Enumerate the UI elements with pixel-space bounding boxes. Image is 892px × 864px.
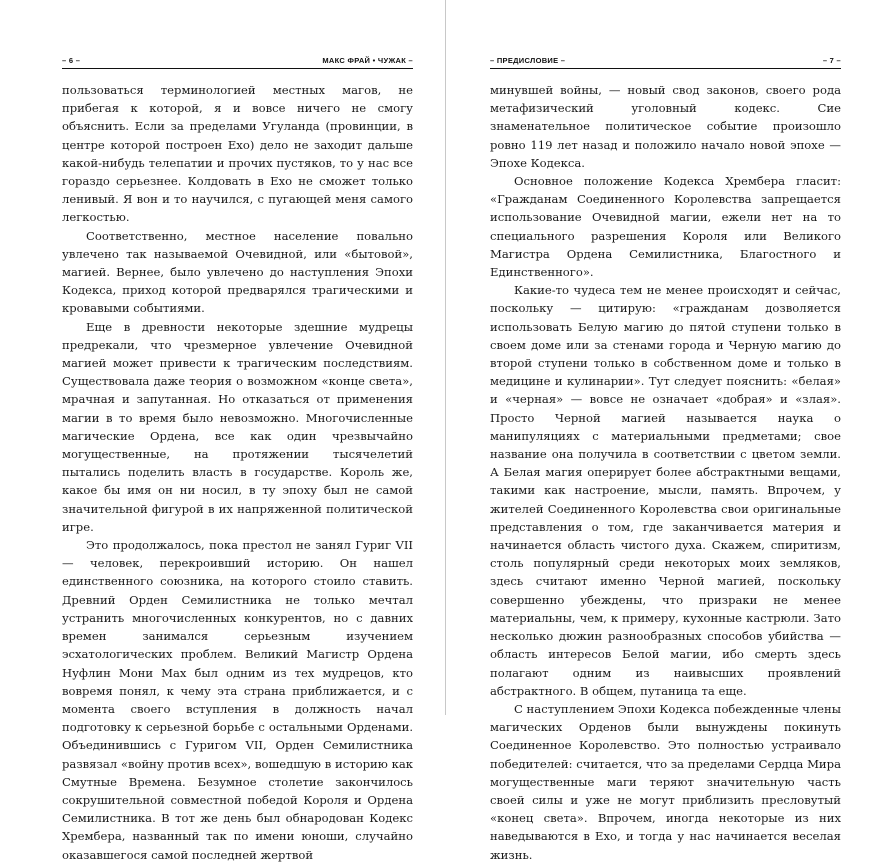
right-running-title: – ПРЕДИСЛОВИЕ – <box>490 56 566 65</box>
right-page-number: – 7 – <box>822 56 841 65</box>
left-page <box>62 56 413 864</box>
paragraph: С наступлением Эпохи Кодекса побежденные члены магических Орденов были вынуждены покинуть Соединенное Королевство. Это полностью устраивало победителей: считается, что за пределами Сердца Мира могущественные маги теряют значительную часть своей силы и уже не могут приблизить пресловутый «конец света». Впрочем, иногда некоторые из них наведываются в Ехо, и тогда у нас начинается веселая жизнь. <box>490 701 842 862</box>
left-page-body <box>62 81 413 864</box>
right-running-head <box>490 56 841 69</box>
paragraph: Основное положение Кодекса Хрембера гласит: «Гражданам Соединенного Королевства запрещается использование Очевидной магии, ежели нет на то специального разрешения Короля или Великого Магистра Ордена Семилистника, Благостного и Единственного». <box>490 174 841 280</box>
paragraph: Еще в древности некоторые здешние мудрецы предрекали, что чрезмерное увлечение Очевидной магией может привести к трагическим последствиям. Существовала даже теория о возможном «конце света», мрачная и запутанная. Но отказаться от применения магии в то время было невозможно. Многочисленные магические Ордена, все как один чрезвычайно могущественные, на протяжении тысячелетий пытались поделить власть в государстве. Король же, какое бы имя он ни носил, в ту эпоху был не самой значительной фигурой в их напряженной политической игре. <box>62 319 413 534</box>
left-page-number: – 6 – <box>62 56 81 65</box>
left-running-head <box>62 56 413 69</box>
left-running-title: МАКС ФРАЙ • ЧУЖАК – <box>322 56 413 65</box>
page-gutter <box>445 0 446 715</box>
paragraph: минувшей войны, — новый свод законов, своего рода метафизический уголовный кодекс. Сие знаменательное политическое событие произошло ровно 119 лет назад и положило начало новой эпохе — Эпохе Кодекса. <box>490 83 841 170</box>
paragraph: Какие-то чудеса тем не менее происходят и сейчас, поскольку — цитирую: «гражданам дозволяется использовать Белую магию до пятой ступени только в своем доме или за стенами города и Черную магию до второй ступени только в собственном доме и только в медицине и кулинарии». Тут следует пояснить: «белая» и «черная» — вовсе не означает «добрая» и «злая». Просто Черной магией называется наука о манипуляциях с материальными предметами; свое название она получила в соответствии с цветом земли. А Белая магия оперирует более абстрактными вещами, такими как настроение, мысли, память. Впрочем, у жителей Соединенного Королевства свои оригинальные представления о том, где заканчивается материя и начинается область чистого духа. Скажем, спиритизм, столь популярный среди некоторых моих земляков, здесь считают именно Черной магией, поскольку совершенно убеждены, что призраки не менее материальны, чем, к примеру, кухонные кастрюли. Зато несколько дюжин разнообразных способов убийства — область интересов Белой магии, ибо смерть здесь полагают одним из наивысших проявлений абстрактного. В общем, путаница та еще. <box>490 283 841 698</box>
paragraph: пользоваться терминологией местных магов, не прибегая к которой, я и вовсе ничего не смогу объяснить. Если за пределами Угуланда (провинции, в центре которой построен Ехо) дело не заходит дальше какой-нибудь телепатии и прочих пустяков, то у нас все гораздо серьезнее. Колдовать в Ехо не сможет только ленивый. Я вон и то научился, с пугающей меня самого легкостью. <box>62 83 413 225</box>
right-page-body <box>490 81 841 864</box>
paragraph: Соответственно, местное население повально увлечено так называемой Очевидной, или «бытовой», магией. Вернее, было увлечено до наступления Эпохи Кодекса, приход которой предварялся трагическими и кровавыми событиями. <box>62 228 413 316</box>
right-page <box>490 56 841 864</box>
paragraph: Это продолжалось, пока престол не занял Гуриг VII — человек, перекроивший историю. Он нашел единственного союзника, на которого стоило ставить. Древний Орден Семилистника не только мечтал устранить многочисленных конкурентов, но с давних времен занимался серьезным изучением эсхатологических проблем. Великий Магистр Ордена Нуфлин Мони Мах был одним из тех мудрецов, кто вовремя понял, к чему эта страна приближается, и с момента своего вступления в должность начал подготовку к серьезной борьбе с остальными Орденами. Объединившись с Гуригом VII, Орден Семилистника развязал «войну против всех», вошедшую в историю как Смутные Времена. Безумное столетие закончилось сокрушительной совместной победой Короля и Ордена Семилистника. В тот же день был обнародован Кодекс Хрембера, названный так по имени юноши, случайно оказавшегося самой последней жертвой <box>62 538 413 862</box>
